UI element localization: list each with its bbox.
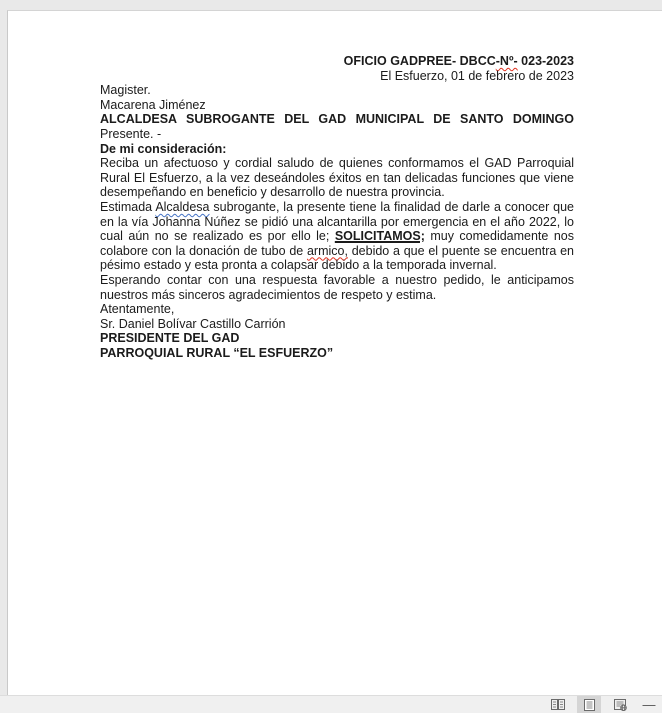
oficio-number-prefix: OFICIO GADPREE- DBCC [343,54,496,68]
grammar-flagged-word: Alcaldesa [155,199,210,214]
p2-segment: debido a que el puente se encuentra en pésimo estado y esta pronta a colapsar debido a la temporada invernal. [100,243,574,273]
addressee-salutation: Magister. [100,83,151,98]
oficio-number-line [100,54,574,69]
web-layout-icon [614,699,627,711]
p2-segment: subrogante, la presente tiene la finalidad de darle a conocer que en la vía Johanna Núñez se pidió una alcantarilla por emergencia en el año 2022, lo cual aún no se realizado es por ello le; [100,199,575,244]
oficio-header-block [100,54,574,83]
addressee-name: Macarena Jiménez [100,97,206,112]
spelling-flagged-word: armico, [306,243,348,258]
zoom-out-icon: — [642,697,656,712]
read-mode-button[interactable] [546,696,570,713]
read-mode-icon [551,699,565,710]
signature-block [100,317,574,361]
body-paragraph-request [100,200,574,273]
body-paragraph-salute: Reciba un afectuoso y cordial saludo de quienes conformamos el GAD Parroquial Rural El Esfuerzo, a la vez deseándoles éxitos en tan delicadas funciones que viene desempeñando en beneficio y desarrollo de nuestra provincia. [100,156,574,200]
addressee-block [100,83,574,141]
signer-title-line1: PRESIDENTE DEL GAD [100,331,240,346]
addressee-present: Presente. - [100,126,162,141]
status-bar [0,695,662,713]
oficio-number-flagged-segment: -Nº- [495,54,518,68]
signer-title-line2: PARROQUIAL RURAL “EL ESFUERZO” [100,345,334,360]
greeting-line: De mi consideración: [100,141,227,156]
web-layout-button[interactable] [608,696,632,713]
print-layout-icon [584,699,595,711]
document-page[interactable] [7,10,662,695]
addressee-title: ALCALDESA SUBROGANTE DEL GAD MUNICIPAL DE SANTO DOMINGO [100,112,574,127]
zoom-out-button[interactable] [641,696,657,713]
solicitamos-emphasis: SOLICITAMOS; [334,229,425,244]
closing-line: Atentamente, [100,302,175,317]
p2-segment: muy comedidamente nos colabore con la donación de tubo de [100,229,574,258]
signer-name: Sr. Daniel Bolívar Castillo Carrión [100,316,286,331]
letter-content [100,11,574,360]
p2-segment: Estimada [100,199,156,214]
body-paragraph-thanks: Esperando contar con una respuesta favorable a nuestro pedido, le anticipamos nuestros más sinceros agradecimientos de respeto y estima. [100,272,574,302]
print-layout-button[interactable] [577,696,601,713]
date-line: El Esfuerzo, 01 de febrero de 2023 [380,68,574,83]
oficio-number-suffix: 023-2023 [517,54,574,68]
